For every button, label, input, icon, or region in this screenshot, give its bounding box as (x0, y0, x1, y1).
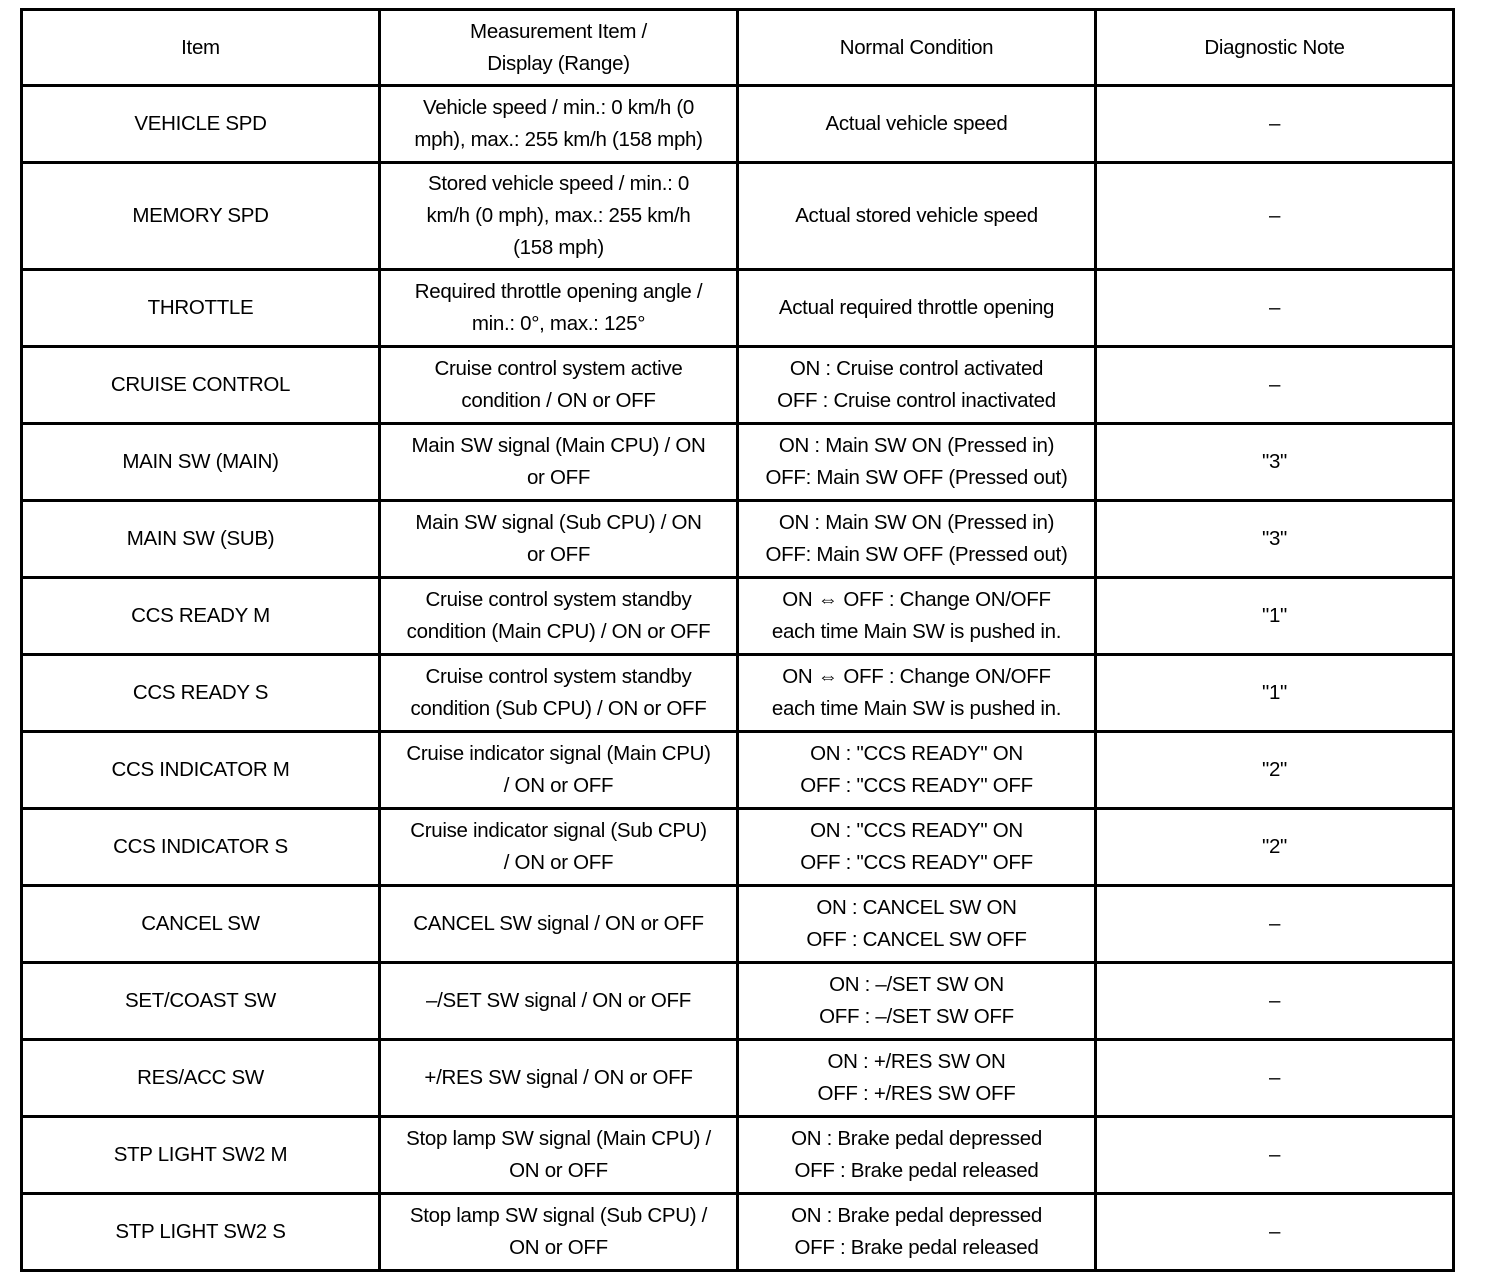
header-row (22, 10, 1454, 86)
cell-measurement-line: Main SW signal (Sub CPU) / ON (415, 511, 702, 534)
cell-measurement (380, 732, 738, 809)
cell-normal-condition-line: ON : CANCEL SW ON (816, 896, 1017, 919)
cell-measurement-line: condition (Main CPU) / ON or OFF (406, 620, 711, 643)
cell-normal-condition (738, 424, 1096, 501)
cell-measurement (380, 347, 738, 424)
cell-measurement-line: Stop lamp SW signal (Main CPU) / (406, 1127, 711, 1150)
cell-item: MEMORY SPD (22, 163, 380, 270)
cell-normal-condition (738, 347, 1096, 424)
cell-normal-condition-line: ON ⇔ OFF : Change ON/OFF (782, 665, 1051, 688)
cell-normal-condition-line: OFF: Main SW OFF (Pressed out) (765, 466, 1068, 489)
cell-item: VEHICLE SPD (22, 86, 380, 163)
cell-normal-condition-line: ON : "CCS READY" ON (810, 819, 1023, 842)
cell-normal-condition-line: each time Main SW is pushed in. (771, 620, 1062, 643)
table-row (22, 963, 1454, 1040)
cell-item: THROTTLE (22, 270, 380, 347)
cell-diagnostic-note: – (1096, 1117, 1454, 1194)
cell-measurement-line: +/RES SW signal / ON or OFF (424, 1066, 693, 1089)
cell-normal-condition-line: ON : Main SW ON (Pressed in) (778, 511, 1055, 534)
cell-measurement (380, 424, 738, 501)
cell-normal-condition-line: Actual vehicle speed (825, 112, 1008, 135)
table-row (22, 347, 1454, 424)
cell-item: MAIN SW (MAIN) (22, 424, 380, 501)
cell-measurement-line: Cruise indicator signal (Sub CPU) (410, 819, 707, 842)
cell-normal-condition-line: ON : Brake pedal depressed (791, 1204, 1042, 1227)
cell-diagnostic-note: – (1096, 163, 1454, 270)
cell-item: CANCEL SW (22, 886, 380, 963)
header-normal-condition: Normal Condition (738, 10, 1096, 86)
cell-diagnostic-note: "1" (1096, 655, 1454, 732)
cell-diagnostic-note: "1" (1096, 578, 1454, 655)
cell-normal-condition (738, 270, 1096, 347)
cell-measurement-line: km/h (0 mph), max.: 255 km/h (426, 204, 691, 227)
cell-item: CCS READY M (22, 578, 380, 655)
cell-normal-condition-line: ON : +/RES SW ON (827, 1050, 1006, 1073)
cell-measurement-line: Required throttle opening angle / (414, 280, 703, 303)
cell-normal-condition-line: ON : Brake pedal depressed (791, 1127, 1042, 1150)
table-row (22, 163, 1454, 270)
table-row (22, 1040, 1454, 1117)
cell-measurement (380, 270, 738, 347)
table-row (22, 86, 1454, 163)
cell-measurement-line: or OFF (526, 466, 591, 489)
cell-measurement-line: or OFF (526, 543, 591, 566)
table-row (22, 732, 1454, 809)
cell-diagnostic-note: – (1096, 963, 1454, 1040)
cell-measurement (380, 809, 738, 886)
cell-measurement-line: ON or OFF (509, 1236, 608, 1259)
cell-normal-condition (738, 655, 1096, 732)
cell-diagnostic-note: – (1096, 1040, 1454, 1117)
cell-normal-condition (738, 1040, 1096, 1117)
cell-normal-condition-line: ON : –/SET SW ON (829, 973, 1004, 996)
cell-item: CRUISE CONTROL (22, 347, 380, 424)
cell-diagnostic-note: – (1096, 270, 1454, 347)
cell-normal-condition (738, 732, 1096, 809)
cell-normal-condition (738, 886, 1096, 963)
cell-measurement-line: condition / ON or OFF (461, 389, 656, 412)
header-measurement (380, 10, 738, 86)
cell-measurement-line: Stop lamp SW signal (Sub CPU) / (409, 1204, 708, 1227)
cell-diagnostic-note: "2" (1096, 732, 1454, 809)
cell-measurement (380, 963, 738, 1040)
table-row (22, 424, 1454, 501)
cell-measurement (380, 1117, 738, 1194)
cell-normal-condition-line: OFF : CANCEL SW OFF (806, 928, 1027, 951)
cell-measurement-line: CANCEL SW signal / ON or OFF (413, 912, 704, 935)
cell-measurement (380, 1040, 738, 1117)
cell-normal-condition-line: ON : Main SW ON (Pressed in) (778, 434, 1055, 457)
cell-diagnostic-note: "2" (1096, 809, 1454, 886)
cell-measurement (380, 578, 738, 655)
cell-normal-condition-line: ON : "CCS READY" ON (810, 742, 1023, 765)
cell-item: SET/COAST SW (22, 963, 380, 1040)
cell-diagnostic-note: – (1096, 347, 1454, 424)
cell-diagnostic-note: – (1096, 1194, 1454, 1271)
cell-normal-condition-line: ON : Cruise control activated (789, 357, 1044, 380)
cell-normal-condition-line: ON ⇔ OFF : Change ON/OFF (782, 588, 1051, 611)
cell-measurement-line: Cruise control system standby (425, 665, 692, 688)
cell-item: STP LIGHT SW2 M (22, 1117, 380, 1194)
cell-item: CCS READY S (22, 655, 380, 732)
cell-measurement-line: / ON or OFF (503, 851, 614, 874)
table-row (22, 886, 1454, 963)
cell-item: MAIN SW (SUB) (22, 501, 380, 578)
table-row (22, 809, 1454, 886)
cell-diagnostic-note: "3" (1096, 424, 1454, 501)
cell-measurement-line: min.: 0°, max.: 125° (471, 312, 646, 335)
cell-normal-condition-line: Actual required throttle opening (778, 296, 1055, 319)
cell-measurement-line: / ON or OFF (503, 774, 614, 797)
table-row (22, 501, 1454, 578)
cell-normal-condition-line: OFF : "CCS READY" OFF (800, 851, 1033, 874)
cell-measurement-line: (158 mph) (513, 236, 604, 259)
cell-measurement-line: Vehicle speed / min.: 0 km/h (0 (422, 96, 694, 119)
cell-item: CCS INDICATOR S (22, 809, 380, 886)
table-row (22, 1194, 1454, 1271)
cell-normal-condition-line: OFF : +/RES SW OFF (817, 1082, 1016, 1105)
table-row (22, 578, 1454, 655)
cell-diagnostic-note: "3" (1096, 501, 1454, 578)
cell-measurement (380, 655, 738, 732)
table-row (22, 270, 1454, 347)
cell-diagnostic-note: – (1096, 86, 1454, 163)
cell-measurement (380, 501, 738, 578)
cell-measurement-line: Main SW signal (Main CPU) / ON (411, 434, 706, 457)
cell-normal-condition (738, 86, 1096, 163)
cell-measurement-line: condition (Sub CPU) / ON or OFF (410, 697, 707, 720)
cell-normal-condition-line: OFF : Brake pedal released (794, 1159, 1039, 1182)
cell-measurement (380, 86, 738, 163)
table-row (22, 655, 1454, 732)
cell-item: STP LIGHT SW2 S (22, 1194, 380, 1271)
header-diagnostic-note: Diagnostic Note (1096, 10, 1454, 86)
cell-item: CCS INDICATOR M (22, 732, 380, 809)
cell-measurement-line: Cruise indicator signal (Main CPU) (406, 742, 711, 765)
cell-measurement (380, 886, 738, 963)
cell-normal-condition (738, 1117, 1096, 1194)
cell-normal-condition (738, 578, 1096, 655)
diagnostic-data-table (20, 8, 1455, 1272)
cell-normal-condition-line: each time Main SW is pushed in. (771, 697, 1062, 720)
header-measurement-line: Display (Range) (487, 51, 630, 75)
cell-normal-condition (738, 501, 1096, 578)
table-body (22, 86, 1454, 1271)
cell-measurement-line: mph), max.: 255 km/h (158 mph) (414, 128, 703, 151)
cell-normal-condition-line: OFF: Main SW OFF (Pressed out) (765, 543, 1068, 566)
cell-normal-condition (738, 163, 1096, 270)
cell-normal-condition (738, 809, 1096, 886)
cell-normal-condition-line: OFF : "CCS READY" OFF (800, 774, 1033, 797)
cell-item: RES/ACC SW (22, 1040, 380, 1117)
cell-measurement-line: Stored vehicle speed / min.: 0 (427, 172, 690, 195)
cell-normal-condition (738, 1194, 1096, 1271)
cell-measurement (380, 1194, 738, 1271)
cell-normal-condition (738, 963, 1096, 1040)
cell-normal-condition-line: OFF : –/SET SW OFF (819, 1005, 1014, 1028)
cell-measurement-line: ON or OFF (509, 1159, 608, 1182)
header-measurement-line: Measurement Item / (470, 19, 647, 43)
table-row (22, 1117, 1454, 1194)
cell-measurement-line: Cruise control system standby (425, 588, 692, 611)
cell-measurement-line: Cruise control system active (434, 357, 683, 380)
cell-normal-condition-line: OFF : Cruise control inactivated (777, 389, 1056, 412)
cell-measurement (380, 163, 738, 270)
header-item: Item (22, 10, 380, 86)
cell-measurement-line: –/SET SW signal / ON or OFF (426, 989, 691, 1012)
cell-normal-condition-line: OFF : Brake pedal released (794, 1236, 1039, 1259)
cell-normal-condition-line: Actual stored vehicle speed (795, 204, 1038, 227)
cell-diagnostic-note: – (1096, 886, 1454, 963)
